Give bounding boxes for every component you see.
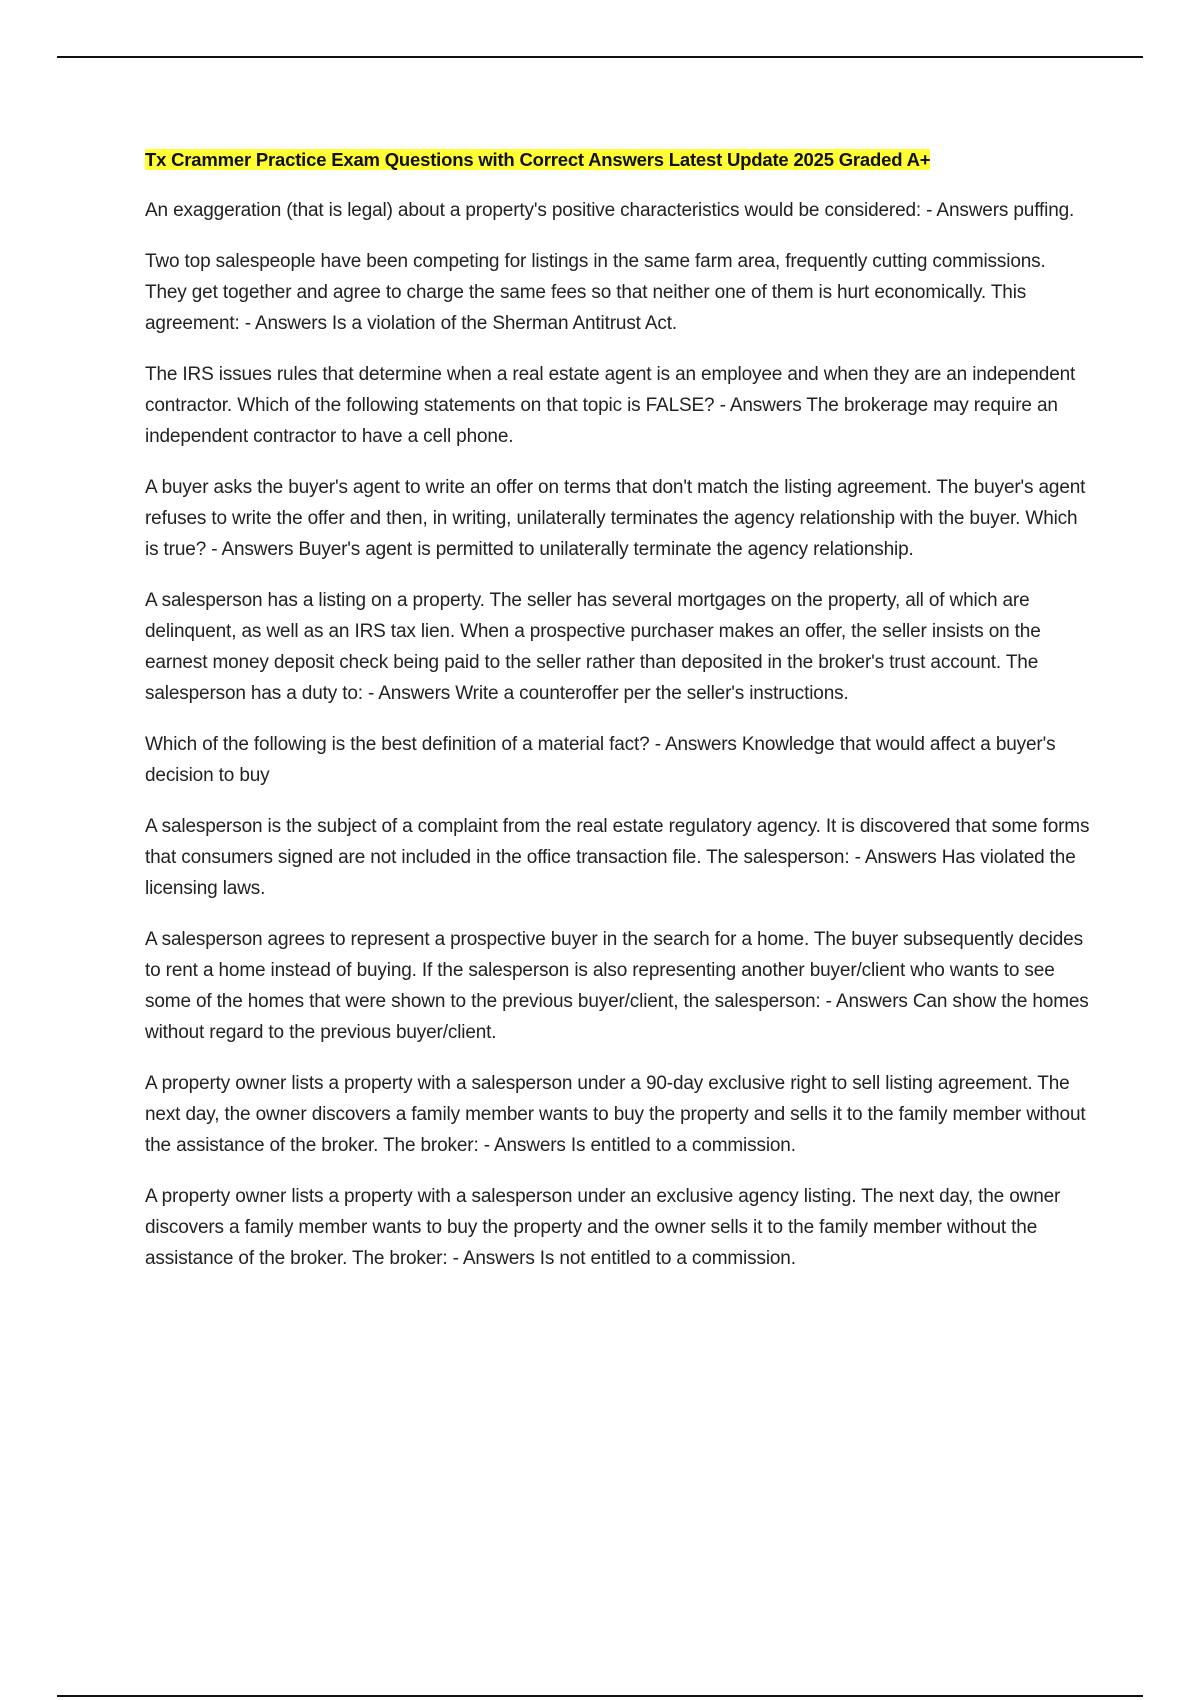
footer-rule xyxy=(57,1695,1143,1697)
qa-item-4: A buyer asks the buyer's agent to write an offer on terms that don't match the listing agreement. The buyer's agent refuses to write the offer and then, in writing, unilaterally terminates the agency relationship with the buyer. Which is true? - Answers Buyer's agent is permitted to unilaterally terminate the agency relationship. xyxy=(145,477,1086,560)
qa-item-9: A property owner lists a property with a salesperson under a 90-day exclusive right to sell listing agreement. The next day, the owner discovers a family member wants to buy the property and sells it to the family member without the assistance of the broker. The broker: - Answers Is entitled to a commission. xyxy=(145,1073,1086,1156)
qa-item-6: Which of the following is the best definition of a material fact? - Answers Knowledge that would affect a buyer's decision to buy xyxy=(145,734,1056,786)
qa-item-3: The IRS issues rules that determine when a real estate agent is an employee and when they are an independent contractor. Which of the following statements on that topic is FALSE? - Answers The brokerage may require an independent contractor to have a cell phone. xyxy=(145,364,1076,447)
title-block xyxy=(145,145,1090,175)
qa-item-10: A property owner lists a property with a salesperson under an exclusive agency listing. The next day, the owner discovers a family member wants to buy the property and the owner sells it to the family member without the assistance of the broker. The broker: - Answers Is not entitled to a commission. xyxy=(145,1186,1061,1269)
header-rule xyxy=(57,56,1143,58)
document-body xyxy=(145,145,1090,1294)
document-title: Tx Crammer Practice Exam Questions with Correct Answers Latest Update 2025 Graded A+ xyxy=(145,149,931,170)
qa-item-2: Two top salespeople have been competing for listings in the same farm area, frequently cutting commissions. They get together and agree to charge the same fees so that neither one of them is hurt economically. This agreement: - Answers Is a violation of the Sherman Antitrust Act. xyxy=(145,251,1046,334)
qa-item-8: A salesperson agrees to represent a prospective buyer in the search for a home. The buyer subsequently decides to rent a home instead of buying. If the salesperson is also representing another buyer/client who wants to see some of the homes that were shown to the previous buyer/client, the salesperson: - Answers Can show the homes without regard to the previous buyer/client. xyxy=(145,929,1089,1043)
qa-item-5: A salesperson has a listing on a property. The seller has several mortgages on the property, all of which are delinquent, as well as an IRS tax lien. When a prospective purchaser makes an offer, the seller insists on the earnest money deposit check being paid to the seller rather than deposited in the broker's trust account. The salesperson has a duty to: - Answers Write a counteroffer per the seller's instructions. xyxy=(145,590,1041,704)
qa-item-1: An exaggeration (that is legal) about a property's positive characteristics would be considered: - Answers puffing. xyxy=(145,200,1075,221)
qa-item-7: A salesperson is the subject of a complaint from the real estate regulatory agency. It is discovered that some forms that consumers signed are not included in the office transaction file. The salesperson: - Answers Has violated the licensing laws. xyxy=(145,816,1090,899)
